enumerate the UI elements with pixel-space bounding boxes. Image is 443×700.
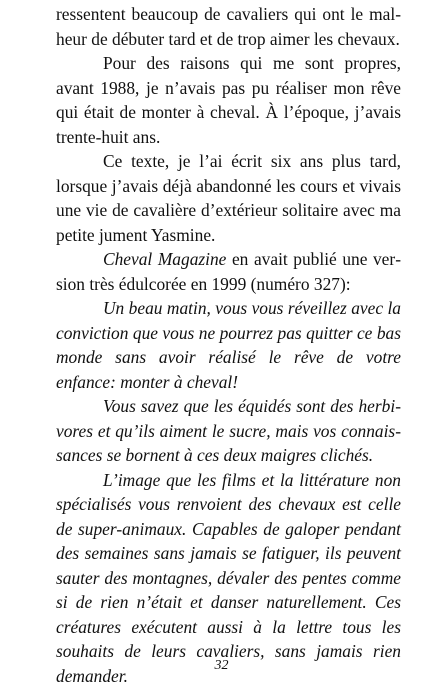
paragraph	[56, 149, 401, 247]
italic-text: Vous savez que les équidés sont des herbivores et qu’ils aiment le sucre, mais vos connaissances se bornent à ces deux maigres clichés.	[56, 396, 401, 465]
italic-text: L’image que les films et la littérature non spécialisés vous renvoient des chevaux est celle de super-animaux. Capables de galoper pendant des semaines sans jamais se fatiguer, ils peuvent sauter des montagnes, dévaler des pentes comme si de rien n’était et danser naturellement. Ces créatures exécutent aussi à la lettre tous les souhaits de leurs cavaliers, sans jamais rien demander.	[56, 469, 401, 686]
text-run: en avait publié une version très édulcorée en 1999 (numéro 327):	[56, 249, 401, 294]
paragraph	[56, 394, 401, 468]
paragraph	[56, 296, 401, 394]
paragraph	[56, 51, 401, 149]
text-run: Ce texte, je l’ai écrit six ans plus tard, lorsque j’avais déjà abandonné les cours et vivais une vie de cavalière d’extérieur solitaire avec ma petite jument Yasmine.	[56, 151, 401, 245]
text-run: Pour des raisons qui me sont propres, avant 1988, je n’avais pas pu réaliser mon rêve qui était de monter à cheval. À l’époque, j’avais trente-huit ans.	[56, 53, 401, 147]
paragraph	[56, 468, 401, 689]
paragraph	[56, 247, 401, 296]
italic-text: Un beau matin, vous vous réveillez avec la conviction que vous ne pourrez pas quitter ce bas monde sans avoir réalisé le rêve de votre enfance: monter à cheval!	[56, 298, 401, 392]
text-run: ressentent beaucoup de cavaliers qui ont le malheur de débuter tard et de trop aimer les chevaux.	[56, 4, 401, 49]
paragraph	[56, 2, 401, 51]
body-text	[56, 2, 401, 688]
italic-text: Cheval Magazine	[103, 249, 227, 269]
page-number: 32	[214, 658, 229, 673]
